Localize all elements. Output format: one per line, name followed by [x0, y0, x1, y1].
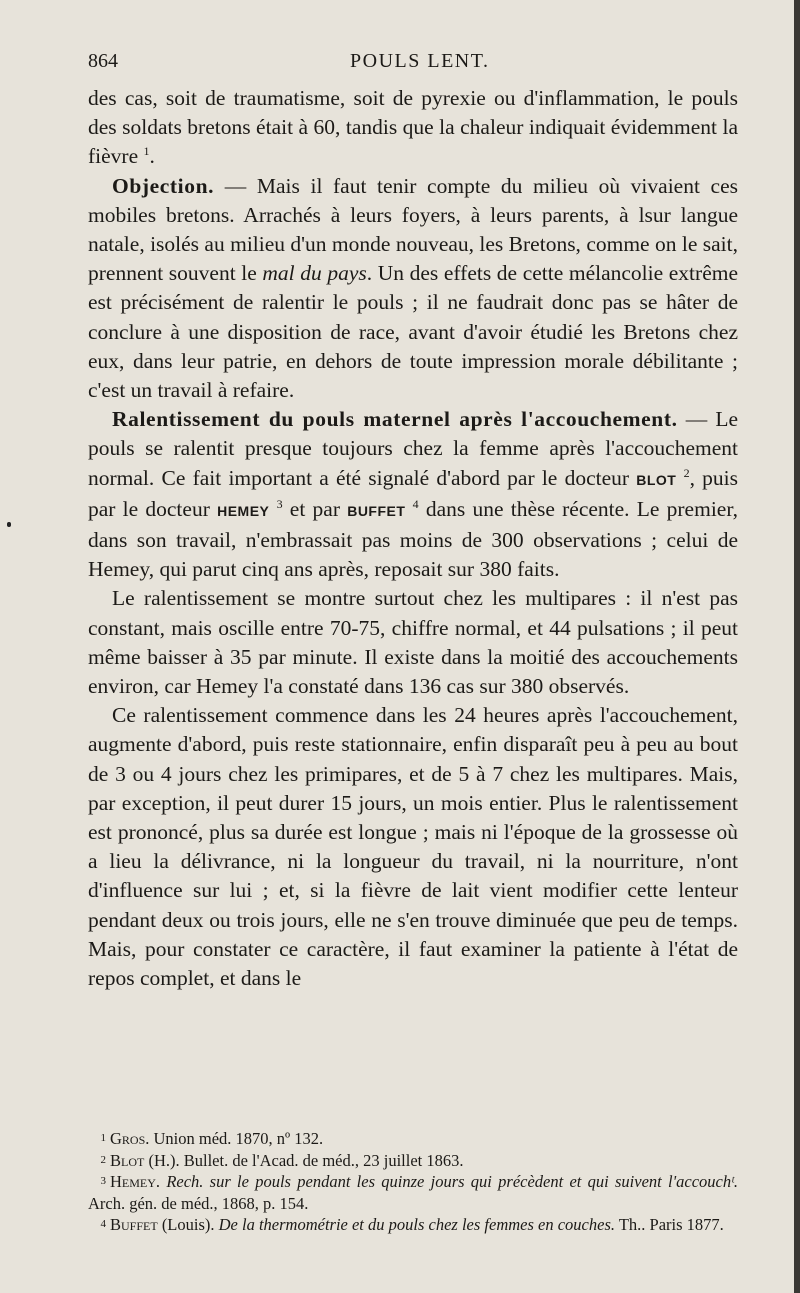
footnote-ref: 3	[276, 496, 283, 511]
running-title: POULS LENT.	[350, 50, 490, 72]
footnote: 1 Gros. Union méd. 1870, nº 132.	[100, 1129, 324, 1148]
paragraph-duration: Ce ralentissement commence dans les 24 heures après l'accouchement, augmente d'abord, puis reste stationnaire, enfin disparaît peu à peu au bout de 3 ou 4 jours chez les primipares, et de 5 à 7 chez les multipares. Mais, par exception, il peut durer 15 jours, un mois entier. Plus le ralentissement est prononcé, plus sa durée est longue ; mais ni l'époque de la grossesse où a lieu la délivrance, ni la longueur du travail, ni la nourriture, n'ont d'influence sur lui ; et, si la fièvre de lait vient modifier cette lenteur pendant deux ou trois jours, elle ne s'en trouve diminuée que peu de temps. Mais, pour constater ce caractère, il faut examiner la patiente à l'état de repos complet, et dans le	[88, 703, 738, 991]
footnote-ref: 4	[412, 496, 419, 511]
paragraph-continuation: des cas, soit de traumatisme, soit de pyrexie ou d'inflammation, le pouls des soldats bretons était à 60, tandis que la chaleur indiquait évidemment la fièvre $^1$.	[88, 86, 738, 169]
page-number: 864	[88, 50, 118, 72]
section-heading: Objection.	[112, 173, 215, 198]
footnote: 4 Buffet (Louis). De la thermométrie et du pouls chez les femmes en couches. Th.. Paris 1877.	[100, 1215, 724, 1234]
ink-speck	[7, 522, 11, 527]
main-text	[88, 84, 738, 993]
paragraph-multipares: Le ralentissement se montre surtout chez les multipares : il n'est pas constant, mais oscille entre 70-75, chiffre normal, et 44 pulsations ; il peut même baisser à 35 par minute. Il existe dans la moitié des accouchements environ, car Hemey l'a constaté dans 136 cas sur 380 observés.	[88, 586, 738, 699]
page-header	[88, 50, 738, 80]
footnote-ref: 2	[683, 465, 690, 480]
footnote: 2 Blot (H.). Bullet. de l'Acad. de méd., 23 juillet 1863.	[100, 1150, 464, 1170]
footnotes	[88, 1128, 738, 1236]
author-name: HEMEY	[217, 502, 270, 519]
footnote-ref: 1	[143, 144, 150, 159]
paragraph-ralentissement: Ralentissement du pouls maternel après l'accouchement. — Le pouls se ralentit presque toujours chez la femme après l'accouchement normal. Ce fait important a été signalé d'abord par le docteur BLOT $^2$, puis par le docteur HEMEY $^3$ et par BUFFET $^4$ dans une thèse récente. Le premier, dans son travail, n'embrassait pas moins de 300 observations ; celui de Hemey, qui parut cinq ans après, reposait sur 380 faits.	[88, 407, 739, 582]
author-name: BUFFET	[347, 502, 406, 519]
page-edge-shadow	[794, 0, 800, 1293]
author-name: BLOT	[636, 471, 677, 488]
section-heading: Ralentissement du pouls maternel après l'accouchement.	[112, 407, 678, 432]
paragraph-objection: Objection. — Mais il faut tenir compte du milieu où vivaient ces mobiles bretons. Arrachés à leurs foyers, à leurs parents, à lsur langue natale, isolés au milieu d'un monde nouveau, les Bretons, comme on le sait, prennent souvent le mal du pays. Un des effets de cette mélancolie extrême est précisément de ralentir le pouls ; il ne faudrait donc pas se hâter de conclure à une disposition de race, avant d'avoir étudié les Bretons chez eux, dans leur patrie, en dehors de toute impression morale débilitante ; c'est un travail à refaire.	[88, 173, 738, 403]
footnote: 3 Hemey. Rech. sur le pouls pendant les quinze jours qui précèdent et qui suivent l'accouchᵗ. Arch. gén. de méd., 1868, p. 154.	[88, 1172, 738, 1213]
